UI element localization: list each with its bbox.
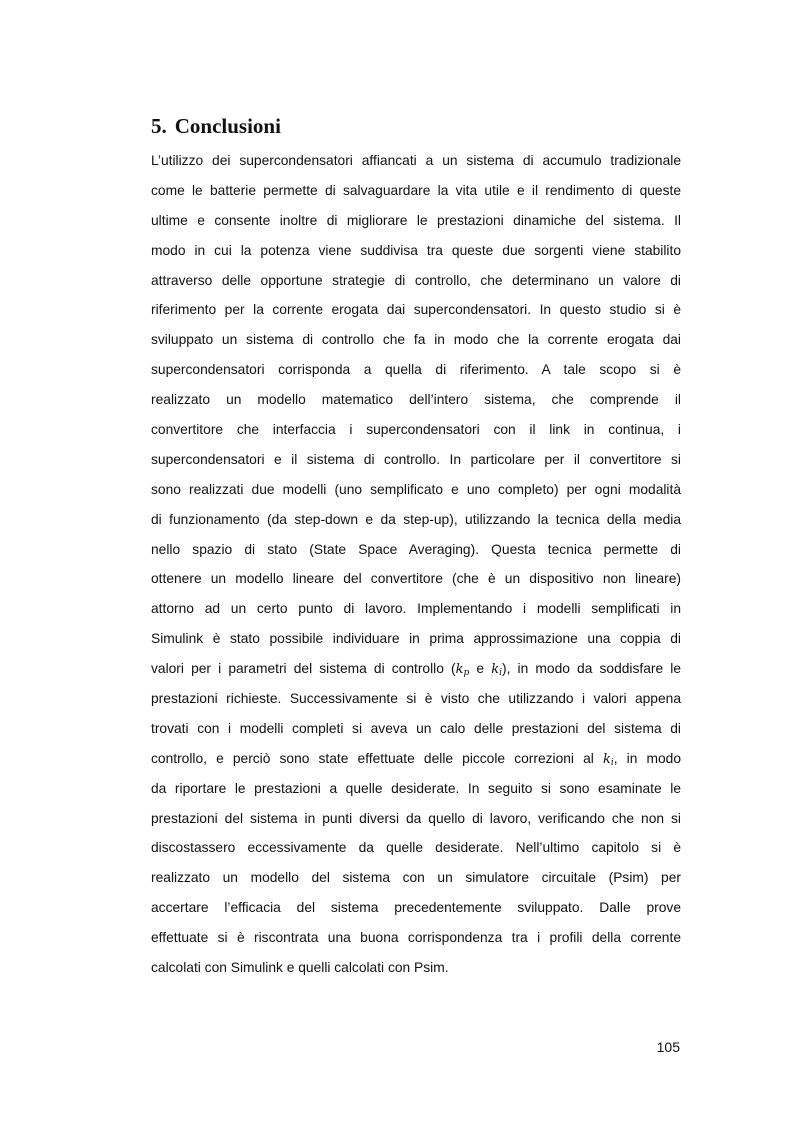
paragraph-line: accertare l’efficacia del sistema precedentemente sviluppato. Dalle prove — [151, 900, 681, 916]
paragraph-line: supercondensatori e il sistema di controllo. In particolare per il convertitore si — [151, 451, 681, 467]
paragraph-line: Simulink è stato possibile individuare in prima approssimazione una coppia di — [151, 631, 681, 647]
paragraph-line: discostassero eccessivamente da quelle desiderate. Nell’ultimo capitolo si è — [151, 840, 681, 856]
paragraph-line: calcolati con Simulink e quelli calcolati con Psim. — [151, 960, 449, 976]
paragraph-line: modo in cui la potenza viene suddivisa tra queste due sorgenti viene stabilito — [151, 242, 681, 258]
paragraph-line: trovati con i modelli completi si aveva un calo delle prestazioni del sistema di — [151, 720, 681, 736]
paragraph-line: da riportare le prestazioni a quelle desiderate. In seguito si sono esaminate le — [151, 780, 681, 796]
paragraph-line: prestazioni richieste. Successivamente si è visto che utilizzando i valori appena — [151, 691, 681, 707]
paragraph-line: effettuate si è riscontrata una buona corrispondenza tra i profili della corrente — [151, 930, 681, 946]
paragraph-line: realizzato un modello del sistema con un simulatore circuitale (Psim) per — [151, 870, 681, 886]
paragraph-line: prestazioni del sistema in punti diversi da quello di lavoro, verificando che non si — [151, 810, 681, 826]
conclusion-paragraph — [151, 146, 681, 983]
ki-symbol: $k_i$ — [491, 662, 502, 679]
paragraph-line: controllo, e perciò sono state effettuate delle piccole correzioni al $k_i$, in modo — [151, 750, 681, 768]
paragraph-line: nello spazio di stato (State Space Averaging). Questa tecnica permette di — [151, 541, 681, 557]
paragraph-line: supercondensatori corrisponda a quella di riferimento. A tale scopo si è — [151, 362, 681, 378]
chapter-title: Conclusioni — [174, 114, 281, 138]
paragraph-line: di funzionamento (da step-down e da step-up), utilizzando la tecnica della media — [151, 511, 681, 527]
paragraph-line: sviluppato un sistema di controllo che fa in modo che la corrente erogata dai — [151, 332, 681, 348]
paragraph-line: attorno ad un certo punto di lavoro. Implementando i modelli semplificati in — [151, 601, 681, 617]
paragraph-line: realizzato un modello matematico dell’intero sistema, che comprende il — [151, 392, 681, 408]
ki-symbol: $k_i$ — [602, 751, 614, 768]
chapter-number: 5. — [151, 114, 167, 138]
paragraph-line: valori per i parametri del sistema di controllo ($k_p$ e $k_i$), in modo da soddisfare le — [151, 661, 682, 679]
page-number: 105 — [656, 1039, 680, 1055]
paragraph-line: convertitore che interfaccia i supercondensatori con il link in continua, i — [151, 422, 681, 438]
kp-symbol: $k_p$ — [455, 662, 470, 679]
paragraph-line: L’utilizzo dei supercondensatori affiancati a un sistema di accumulo tradizionale — [151, 153, 681, 168]
paragraph-line: sono realizzati due modelli (uno semplificato e uno completo) per ogni modalità — [151, 481, 681, 497]
chapter-heading — [151, 112, 281, 140]
paragraph-line: riferimento per la corrente erogata dai supercondensatori. In questo studio si è — [151, 302, 681, 318]
paragraph-line: attraverso delle opportune strategie di controllo, che determinano un valore di — [151, 272, 681, 288]
paragraph-line: ottenere un modello lineare del convertitore (che è un dispositivo non lineare) — [151, 571, 681, 587]
paragraph-line: come le batterie permette di salvaguardare la vita utile e il rendimento di queste — [151, 182, 681, 198]
paragraph-line: ultime e consente inoltre di migliorare le prestazioni dinamiche del sistema. Il — [151, 212, 681, 228]
